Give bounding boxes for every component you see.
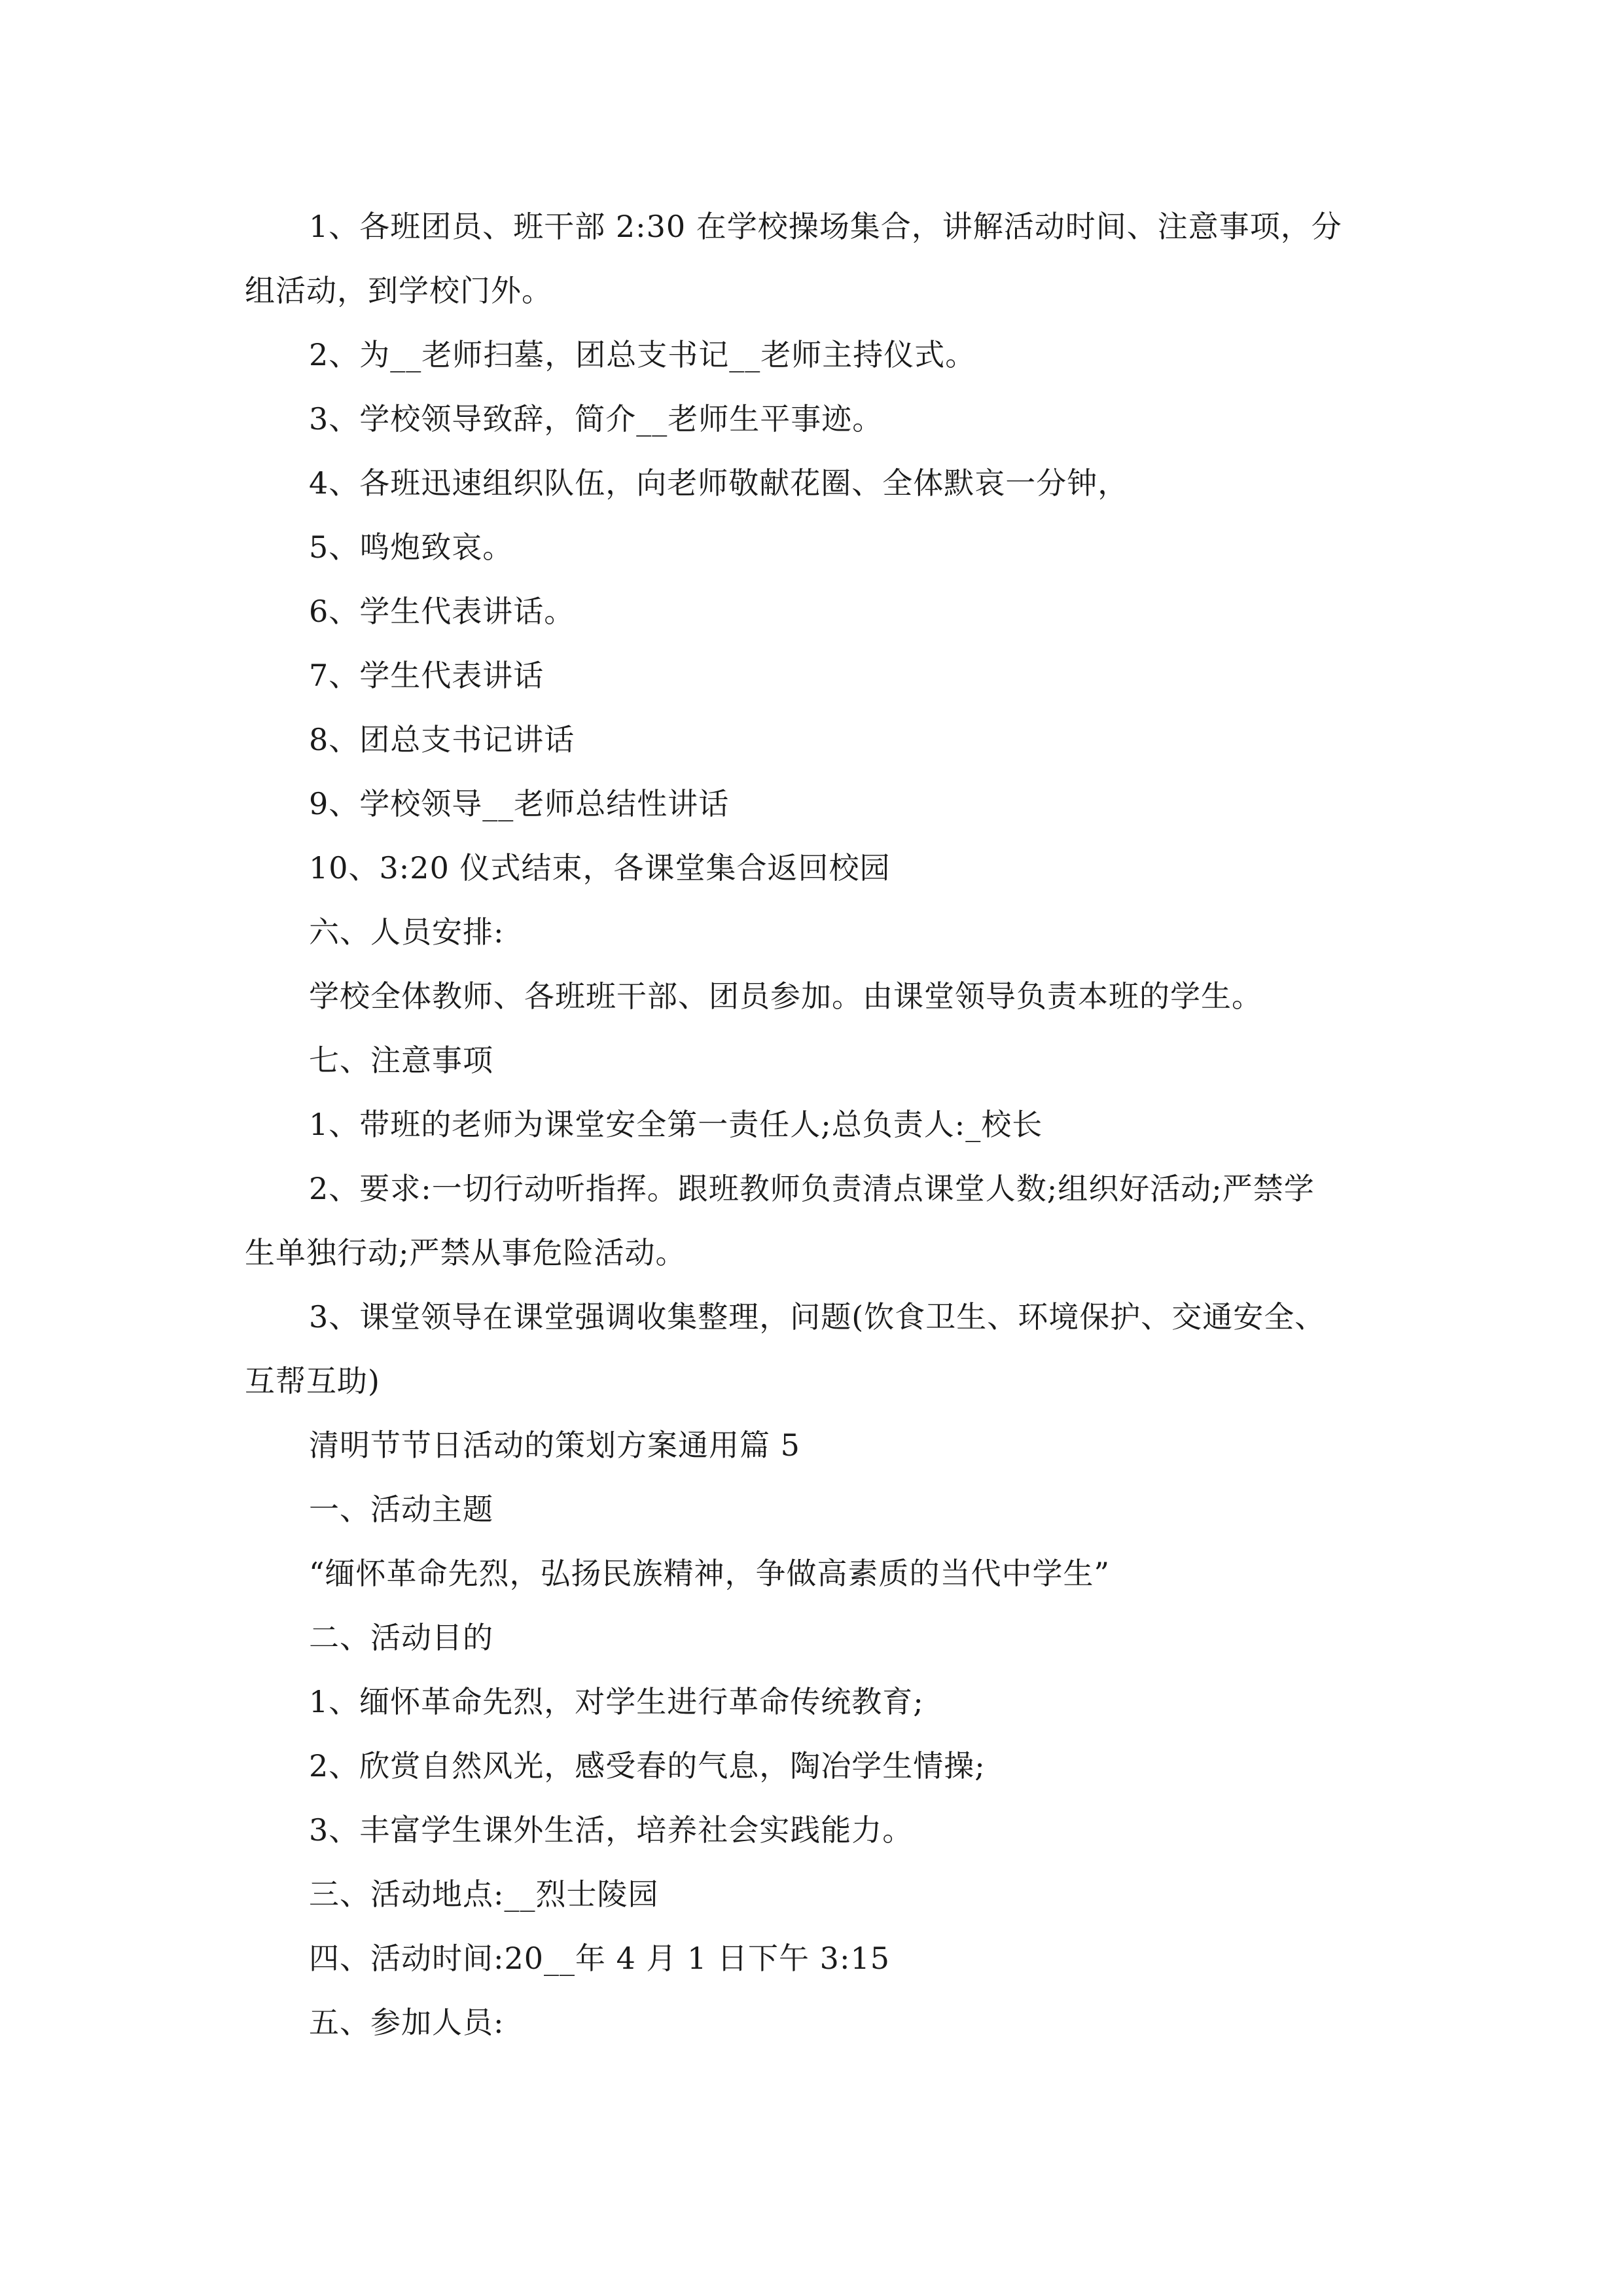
article-title: 清明节节日活动的策划方案通用篇 5	[309, 1427, 800, 1463]
text-line: 8、团总支书记讲话	[309, 722, 575, 757]
text-line: 7、学生代表讲话	[309, 658, 544, 693]
text-line: 5、鸣炮致哀。	[309, 529, 514, 565]
text-line: 1、各班团员、班干部 2:30 在学校操场集合，讲解活动时间、注意事项，分	[309, 209, 1342, 244]
text-line: 3、丰富学生课外生活，培养社会实践能力。	[309, 1812, 914, 1848]
section-heading: 二、活动目的	[309, 1620, 493, 1655]
text-line: 学校全体教师、各班班干部、团员参加。由课堂领导负责本班的学生。	[309, 978, 1262, 1014]
text-line: 互帮互助)	[245, 1363, 380, 1399]
text-line: 2、要求:一切行动听指挥。跟班教师负责清点课堂人数;组织好活动;严禁学	[309, 1171, 1315, 1206]
text-line: 9、学校领导__老师总结性讲话	[309, 786, 730, 821]
text-line: 生单独行动;严禁从事危险活动。	[245, 1235, 687, 1270]
text-line: 10、3:20 仪式结束，各课堂集合返回校园	[309, 850, 891, 886]
text-line: 4、各班迅速组织队伍，向老师敬献花圈、全体默哀一分钟，	[309, 465, 1129, 501]
section-heading: 四、活动时间:20__年 4 月 1 日下午 3:15	[309, 1941, 890, 1976]
section-heading: 三、活动地点:__烈士陵园	[309, 1876, 659, 1912]
section-heading: 六、人员安排:	[309, 914, 505, 950]
text-line: 2、为__老师扫墓，团总支书记__老师主持仪式。	[309, 337, 976, 372]
text-line: “缅怀革命先烈，弘扬民族精神，争做高素质的当代中学生”	[309, 1556, 1111, 1591]
section-heading: 一、活动主题	[309, 1492, 493, 1527]
text-line: 2、欣赏自然风光，感受春的气息，陶冶学生情操;	[309, 1748, 986, 1784]
text-line: 组活动，到学校门外。	[245, 273, 552, 308]
section-heading: 五、参加人员:	[309, 2005, 505, 2040]
text-line: 3、学校领导致辞，简介__老师生平事迹。	[309, 401, 883, 437]
text-line: 1、缅怀革命先烈，对学生进行革命传统教育;	[309, 1684, 924, 1719]
text-line: 1、带班的老师为课堂安全第一责任人;总负责人:_校长	[309, 1107, 1043, 1142]
text-line: 6、学生代表讲话。	[309, 594, 575, 629]
section-heading: 七、注意事项	[309, 1043, 493, 1078]
text-line: 3、课堂领导在课堂强调收集整理，问题(饮食卫生、环境保护、交通安全、	[309, 1299, 1326, 1335]
